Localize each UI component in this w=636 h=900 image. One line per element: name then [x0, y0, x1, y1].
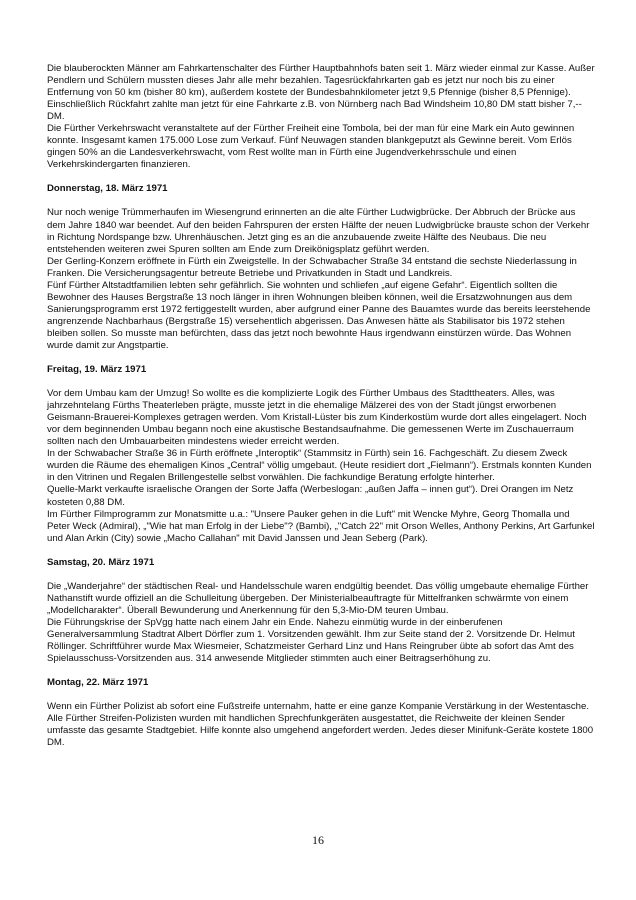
document-page [47, 63, 595, 749]
date-heading-18-maerz: Donnerstag, 18. März 1971 [47, 183, 168, 195]
paragraph-quelle-markt: Quelle-Markt verkaufte israelische Orangen der Sorte Jaffa (Werbeslogan: „außen Jaffa – innen gut“). Drei Orangen im Netz kosteten 0,88 DM. [47, 484, 574, 508]
paragraph-intro-2: Die Fürther Verkehrswacht veranstaltete auf der Fürther Freiheit eine Tombola, bei der man für eine Mark ein Auto gewinnen konnte. Insgesamt kamen 175.000 Lose zum Verkauf. Fünf Neuwagen standen blankgeputzt als Gewinne bereit. Vom Erlös gingen 50% an die Landesverkehrswacht, vom Rest wollte man in Fürth eine Jugendverkehrsschule und einen Verkehrskindergarten finanzieren. [47, 123, 575, 171]
paragraph-gerling: Der Gerling-Konzern eröffnete in Fürth ein Zweigstelle. In der Schwabacher Straße 34 entstand die sechste Niederlassung in Franken. Die Versicherungsagentur betreute Betriebe und Privatkunden in Stadt und Landkreis. [47, 255, 577, 279]
paragraph-altstadtfamilien: Fünf Fürther Altstadtfamilien lebten sehr gefährlich. Sie wohnten und schliefen „auf eigene Gefahr“. Eigentlich sollten die Bewohner des Hauses Bergstraße 13 noch länger in ihren Wohnungen bleiben können, weil die Ersatzwohnungen aus dem Sanierungsprogramm erst 1972 fertiggestellt wurden, aber aufgrund einer Panne des Bauamtes wurde das bereits leerstehende angrenzende Nachbarhaus (Bergstraße 15) versehentlich abgerissen. Das Anwesen hätte als Stabilisator bis 1972 stehen bleiben sollen. So musste man befürchten, dass das jetzt noch bewohnte Haus irgendwann einstürzen würde. Das Wohnen wurde damit zur Angstpartie. [47, 279, 591, 351]
paragraph-realschule: Die „Wanderjahre“ der städtischen Real- und Handelsschule waren endgültig beendet. Das völlig umgebaute ehemalige Fürther Nathanstift wurde offiziell an die Schulleitung übergeben. Der Ministerialbeauftragte für Mittelfranken schwärmte von einem „Modellcharakter“. Überall Bewunderung und Anerkennung für den 5,3-Mio-DM teuren Umbau. [47, 580, 589, 616]
paragraph-filmprogramm: Im Fürther Filmprogramm zur Monatsmitte u.a.: "Unsere Pauker gehen in die Luft" mit Wencke Myhre, Georg Thomalla und Peter Weck (Admiral), „"Wie hat man Erfolg in der Liebe"? (Bambi), „"Catch 22" mit Orson Welles, Anthony Perkins, Art Garfunkel und Alan Arkin (City) sowie „Macho Callahan" mit David Janssen und Jean Seberg (Park). [47, 508, 595, 544]
paragraph-ludwigbruecke: Nur noch wenige Trümmerhaufen im Wiesengrund erinnerten an die alte Fürther Ludwigbrücke. Der Abbruch der Brücke aus dem Jahre 1840 war beendet. Auf den beiden Fahrspuren der ersten Hälfte der neuen Ludwigbrücke brauste schon der Verkehr in Richtung Nordspange bzw. Uhrenhäuschen. Jetzt ging es an die anzubauende zweite Hälfte des Neubaus. Die neu entstehenden weiteren zwei Spuren sollten am Ende zum Dreikönigsplatz geführt werden. [47, 207, 590, 255]
paragraph-stadttheater: Vor dem Umbau kam der Umzug! So wollte es die komplizierte Logik des Fürther Umbaus des Stadttheaters. Alles, was jahrzehntelang Fürths Theaterleben prägte, musste jetzt in die ehemalige Mälzerei des von der Stadt jüngst erworbenen Geismann-Brauerei-Komplexes getragen werden. Vom Kristall-Lüster bis zum Kinderkostüm wurde dort alles eingelagert. Noch vor dem beginnenden Umbau begann noch eine akustische Bestandsaufnahme. Die gemessenen Werte im Zuschauerraum sollten nach den Umbauarbeiten mindestens wieder erreicht werden. [47, 388, 587, 448]
date-heading-22-maerz: Montag, 22. März 1971 [47, 677, 149, 689]
paragraph-interoptik: In der Schwabacher Straße 36 in Fürth eröffnete „Interoptik“ (Stammsitz in Fürth) sein 16. Fachgeschäft. Zu diesem Zweck wurden die Räume des ehemaligen Kinos „Central“ völlig umgebaut. (Heute residiert dort „Fielmann“). Erstmals konnten Kunden in den Vitrinen und Regalen Brillengestelle selbst vorwählen. Die fachkundige Beratung erfolgte hinterher. [47, 448, 592, 484]
date-heading-19-maerz: Freitag, 19. März 1971 [47, 364, 147, 376]
date-heading-20-maerz: Samstag, 20. März 1971 [47, 556, 155, 568]
paragraph-spvgg: Die Führungskrise der SpVgg hatte nach einem Jahr ein Ende. Nahezu einmütig wurde in der einberufenen Generalversammlung Stadtrat Albert Dörfler zum 1. Vorsitzenden gewählt. Ihm zur Seite stand der 2. Vorsitzende Dr. Helmut Röllinger. Schriftführer wurde Max Wiesmeier, Schatzmeister Gerhard Linz und Hans Reingruber übte ab sofort das Amt des Spielausschuss-Vorsitzenden aus. 314 anwesende Mitglieder stimmten auch einer Beitragserhöhung zu. [47, 616, 575, 665]
page-number: 16 [312, 833, 324, 847]
paragraph-intro-1: Die blauberockten Männer am Fahrkartenschalter des Fürther Hauptbahnhofs baten seit 1. März wieder einmal zur Kasse. Außer Pendlern und Schülern mussten dieses Jahr alle mehr bezahlen. Tagesrückfahrkarten gab es jetzt nur noch bis zu einer Entfernung von 50 km (bisher 80 km), außerdem kostete der Bundesbahnkilometer jetzt 9,5 Pfennige (bisher 8,5 Pfennige). Einschließlich Rückfahrt zahlte man jetzt für eine Fahrkarte z.B. von Nürnberg nach Bad Windsheim 10,80 DM statt bisher 7,-- DM. [47, 63, 595, 123]
paragraph-polizei-funk: Wenn ein Fürther Polizist ab sofort eine Fußstreife unternahm, hatte er eine ganze Kompanie Verstärkung in der Westentasche. Alle Fürther Streifen-Polizisten wurden mit handlichen Sprechfunkgeräten ausgestattet, die Reichweite der kleinen Sender umfasste das gesamte Stadtgebiet. Hilfe konnte also umgehend angefordert werden. Jedes dieser Minifunk-Geräte kostete 1800 DM. [47, 701, 594, 749]
